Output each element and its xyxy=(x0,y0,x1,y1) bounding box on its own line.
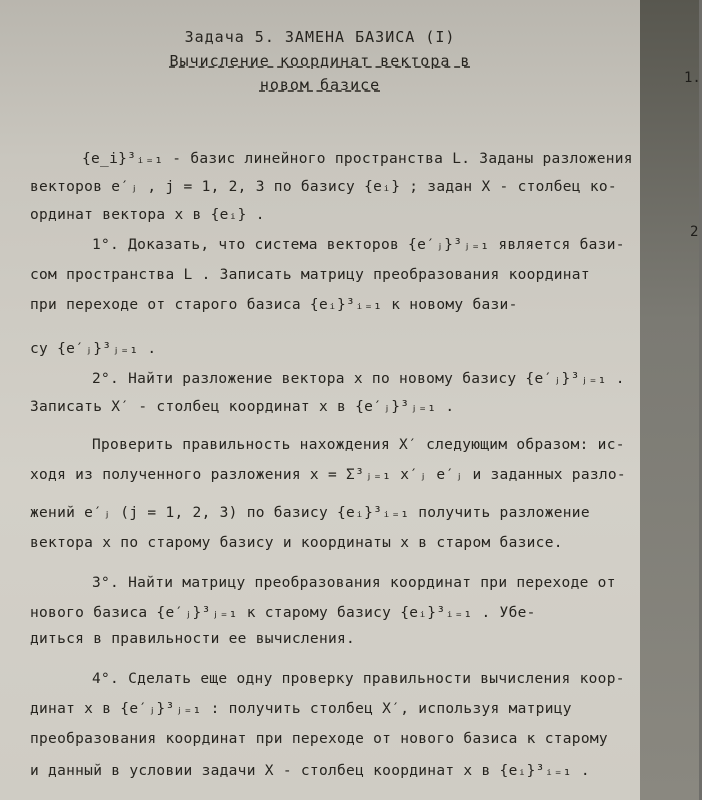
text-line: векторов e′ⱼ , j = 1, 2, 3 по базису {eᵢ} ; задан X - столбец ко- xyxy=(30,179,617,195)
edge-mark: 1. xyxy=(684,70,701,86)
text-line: динат x в {e′ⱼ}³ⱼ₌₁ : получить столбец X′, используя матрицу xyxy=(30,701,572,717)
text-line: нового базиса {e′ⱼ}³ⱼ₌₁ к старому базису {eᵢ}³ᵢ₌₁ . Убе- xyxy=(30,605,536,621)
text-line: Проверить правильность нахождения X′ следующим образом: ис- xyxy=(92,437,625,453)
text-line: диться в правильности ее вычисления. xyxy=(30,631,356,647)
text-line: ординат вектора x в {eᵢ} . xyxy=(30,207,265,223)
edge-mark: 2 xyxy=(690,224,699,240)
task-title: Задача 5. ЗАМЕНА БАЗИСА (I) xyxy=(184,28,456,46)
text-line: 2°. Найти разложение вектора x по новому базису {e′ⱼ}³ⱼ₌₁ . xyxy=(92,371,625,387)
text-line: при переходе от старого базиса {eᵢ}³ᵢ₌₁ к новому бази- xyxy=(30,297,518,313)
text-line: 4°. Сделать еще одну проверку правильности вычисления коор- xyxy=(92,671,625,687)
text-line: Записать X′ - столбец координат x в {e′ⱼ}³ⱼ₌₁ . xyxy=(30,399,455,415)
text-line: ходя из полученного разложения x = Σ³ⱼ₌₁ x′ⱼ e′ⱼ и заданных разло- xyxy=(30,467,626,483)
text-line: сом пространства L . Записать матрицу преобразования координат xyxy=(30,267,590,283)
subtitle-line-2: новом базисе xyxy=(259,76,381,94)
text-line: 1°. Доказать, что система векторов {e′ⱼ}³ⱼ₌₁ является бази- xyxy=(92,237,625,253)
text-line: су {e′ⱼ}³ⱼ₌₁ . xyxy=(30,341,157,357)
text-line: вектора x по старому базису и координаты x в старом базисе. xyxy=(30,535,563,551)
text-line: {e_i}³ᵢ₌₁ - базис линейного пространства L. Заданы разложения xyxy=(82,151,633,167)
text-line: 3°. Найти матрицу преобразования координат при переходе от xyxy=(92,575,616,591)
text-line: преобразования координат при переходе от нового базиса к старому xyxy=(30,731,608,747)
adjacent-page-edge xyxy=(640,0,699,800)
subtitle-line-1: Вычисление координат вектора в xyxy=(169,52,471,70)
text-line: жений e′ⱼ (j = 1, 2, 3) по базису {eᵢ}³ᵢ₌₁ получить разложение xyxy=(30,505,590,521)
text-line: и данный в условии задачи X - столбец координат x в {eᵢ}³ᵢ₌₁ . xyxy=(30,763,590,779)
